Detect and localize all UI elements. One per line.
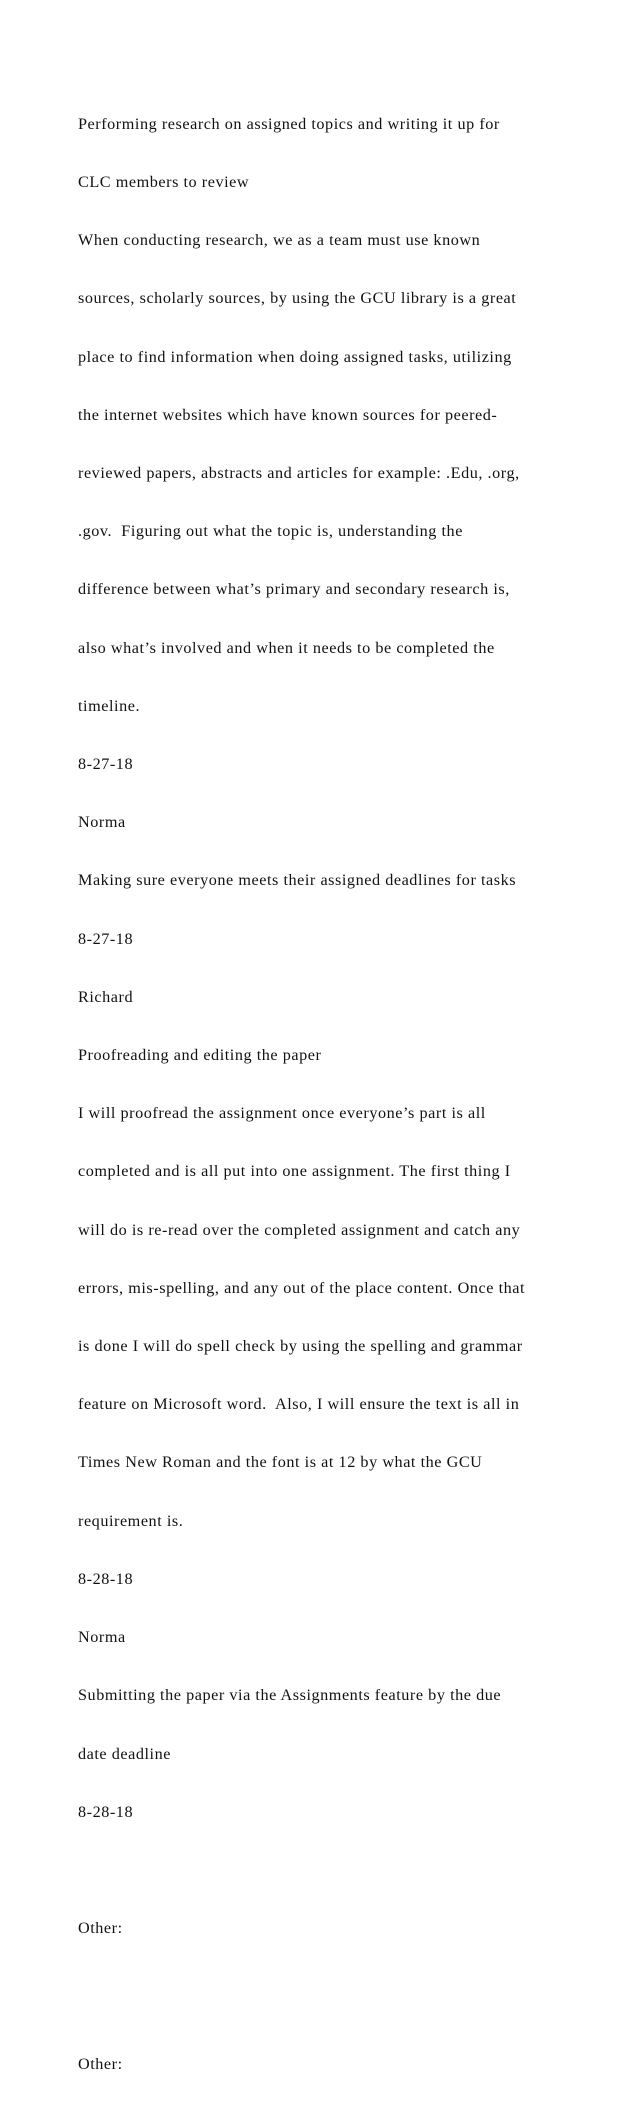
text-line: timeline.	[78, 696, 141, 715]
text-line: requirement is.	[78, 1511, 184, 1530]
text-line: Times New Roman and the font is at 12 by what the GCU	[78, 1453, 483, 1472]
text-line: sources, scholarly sources, by using the GCU library is a great	[78, 289, 517, 308]
blank-line	[78, 1861, 618, 1880]
person-line: Norma	[78, 1628, 126, 1647]
date-line: 8-27-18	[78, 755, 134, 774]
person-line: Norma	[78, 813, 126, 832]
text-line: Proofreading and editing the paper	[78, 1046, 322, 1065]
text-line: Making sure everyone meets their assigned deadlines for tasks	[78, 871, 517, 890]
date-line: 8-27-18	[78, 929, 134, 948]
text-line: date deadline	[78, 1744, 171, 1763]
date-line: 8-28-18	[78, 1569, 134, 1588]
text-line: the internet websites which have known sources for peered-	[78, 405, 498, 424]
date-line: 8-28-18	[78, 1802, 134, 1821]
text-line: place to find information when doing assigned tasks, utilizing	[78, 347, 512, 366]
text-line: When conducting research, we as a team must use known	[78, 231, 481, 250]
text-line: difference between what’s primary and secondary research is,	[78, 580, 510, 599]
other-label: Other:	[78, 1919, 123, 1938]
text-line: completed and is all put into one assignment. The first thing I	[78, 1162, 511, 1181]
text-line: will do is re-read over the completed assignment and catch any	[78, 1220, 521, 1239]
text-line: feature on Microsoft word. Also, I will ensure the text is all in	[78, 1395, 520, 1414]
text-line: I will proofread the assignment once everyone’s part is all	[78, 1104, 486, 1123]
text-line: CLC members to review	[78, 173, 250, 192]
text-line: .gov. Figuring out what the topic is, understanding the	[78, 522, 463, 541]
text-line: Submitting the paper via the Assignments feature by the due	[78, 1686, 502, 1705]
text-line: errors, mis-spelling, and any out of the place content. Once that	[78, 1278, 526, 1297]
text-line: Performing research on assigned topics and writing it up for	[78, 114, 500, 133]
text-line: is done I will do spell check by using the spelling and grammar	[78, 1337, 523, 1356]
document-body	[78, 76, 618, 2113]
other-label: Other:	[78, 2054, 123, 2073]
person-line: Richard	[78, 987, 134, 1006]
blank-line	[78, 1977, 618, 2016]
text-line: reviewed papers, abstracts and articles for example: .Edu, .org,	[78, 464, 520, 483]
text-line: also what’s involved and when it needs to be completed the	[78, 638, 495, 657]
